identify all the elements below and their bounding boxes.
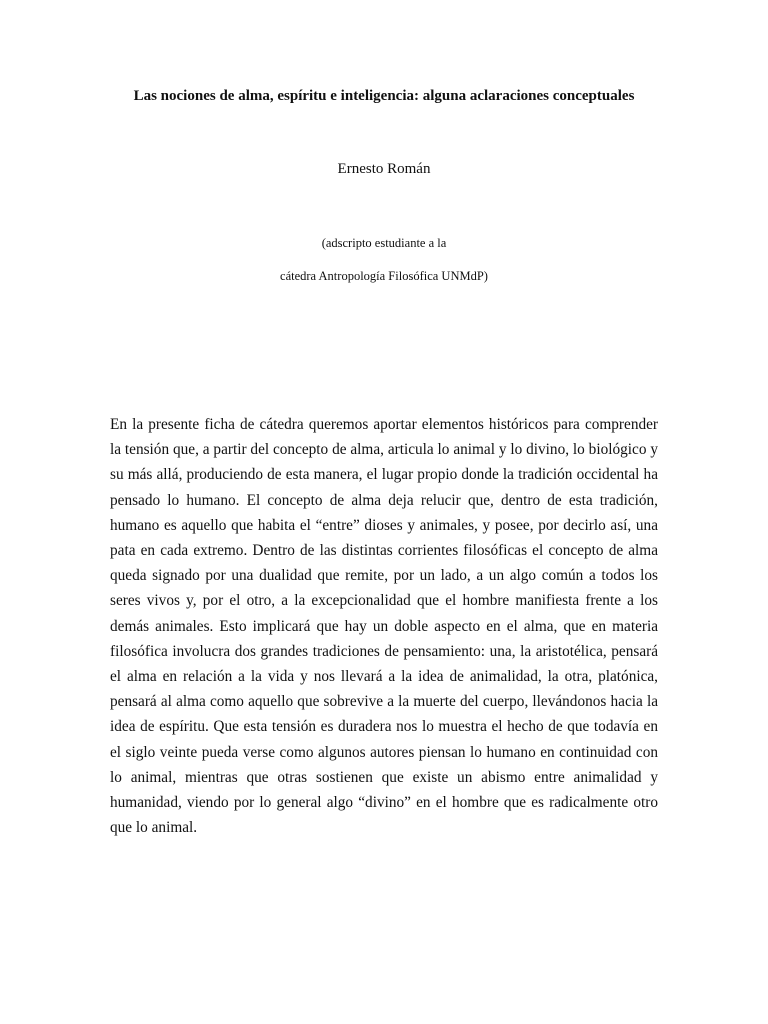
author-affiliation-line-2: cátedra Antropología Filosófica UNMdP) <box>280 269 488 283</box>
document-title: Las nociones de alma, espíritu e inteligencia: alguna aclaraciones conceptuales <box>133 88 635 104</box>
body-paragraph: En la presente ficha de cátedra queremos aportar elementos históricos para comprender la tensión que, a partir del concepto de alma, articula lo animal y lo divino, lo biológico y su más allá, produciendo de esta manera, el lugar propio donde la tradición occidental ha pensado lo humano. El concepto de alma deja relucir que, dentro de esta tradición, humano es aquello que habita el “entre” dioses y animales, y posee, por decirlo así, una pata en cada extremo. Dentro de las distintas corrientes filosóficas el concepto de alma queda signado por una dualidad que remite, por un lado, a un algo común a todos los seres vivos y, por el otro, a la excepcionalidad que el hombre manifiesta frente a los demás animales. Esto implicará que hay un doble aspecto en el alma, que en materia filosófica involucra dos grandes tradiciones de pensamiento: una, la aristotélica, pensará el alma en relación a la vida y nos llevará a la idea de animalidad, la otra, platónica, pensará al alma como aquello que sobrevive a la muerte del cuerpo, llevándonos hacia la idea de espíritu. Que esta tensión es duradera nos lo muestra el hecho de que todavía en el siglo veinte pueda verse como algunos autores piensan lo humano en continuidad con lo animal, mientras que otras sostienen que existe un abismo entre animalidad y humanidad, viendo por lo general algo “divino” en el hombre que es radicalmente otro que lo animal. <box>110 416 658 837</box>
author-name: Ernesto Román <box>337 161 431 177</box>
author-affiliation-line-1: (adscripto estudiante a la <box>321 236 447 250</box>
